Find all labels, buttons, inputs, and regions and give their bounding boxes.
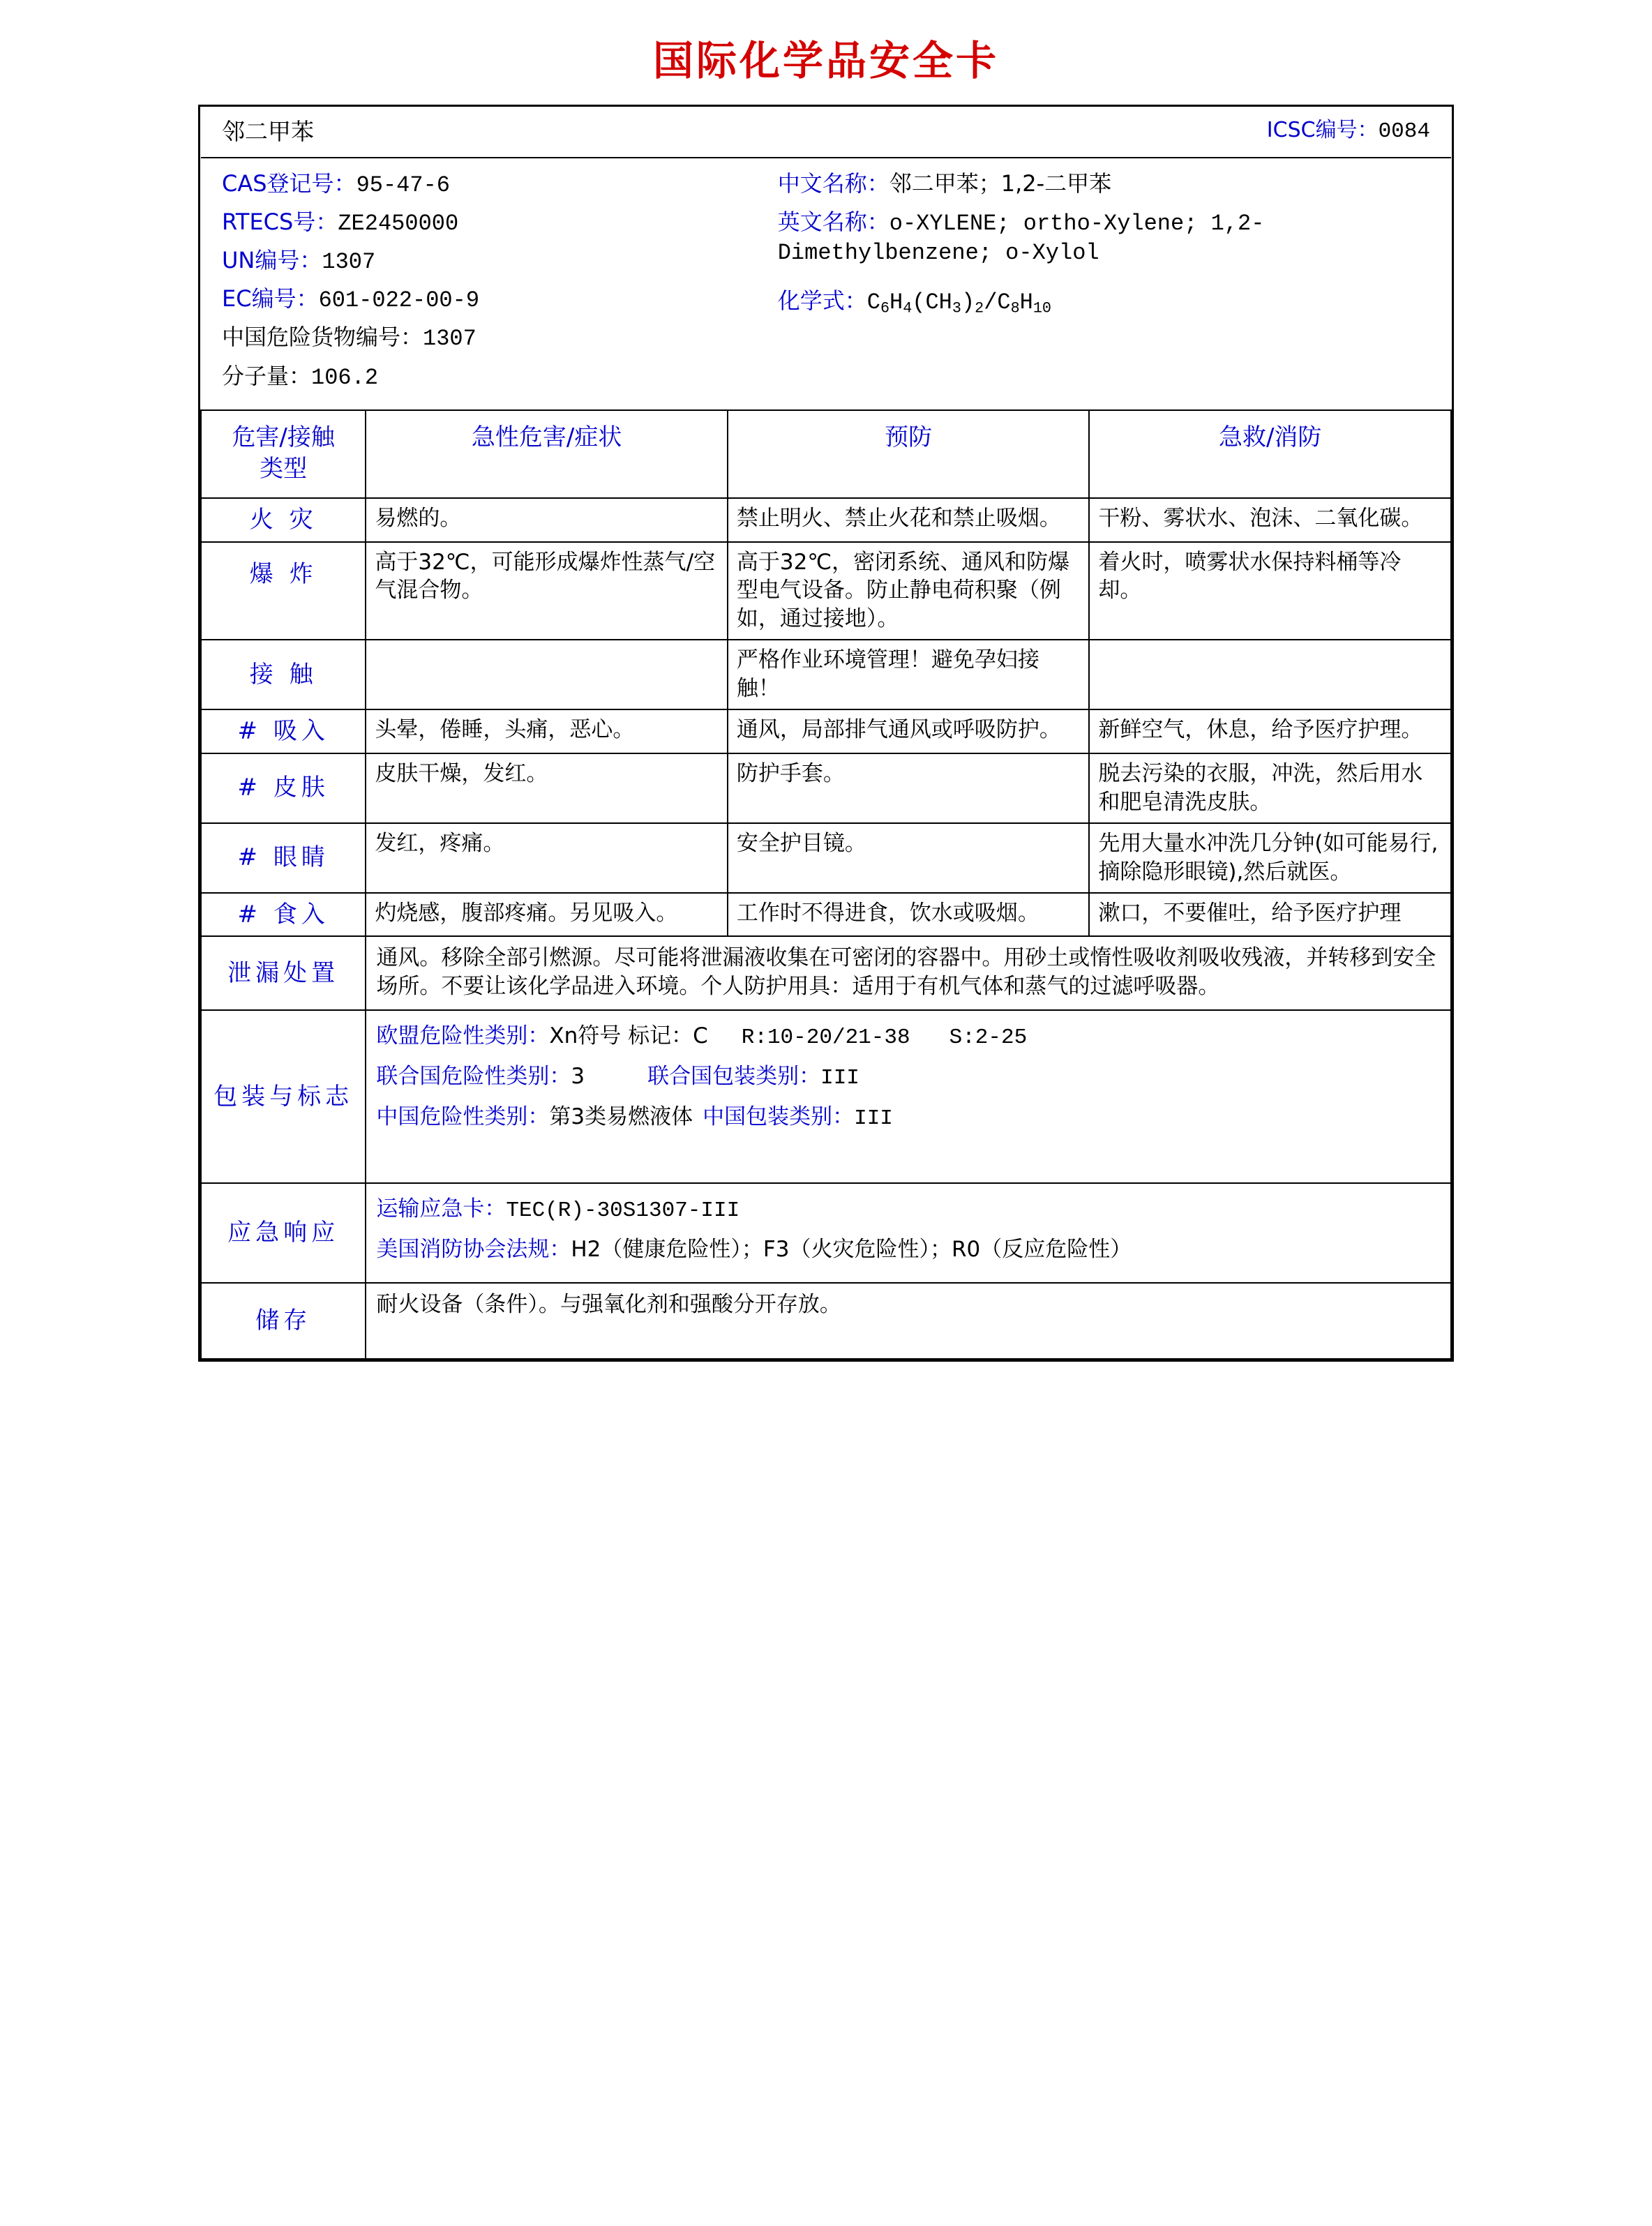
eu-r-phrases: R:10-20/21-38	[741, 1025, 910, 1051]
en-name-line	[778, 207, 1430, 268]
identification-block	[201, 158, 1451, 410]
cn-dangerous-line	[222, 322, 778, 354]
spill-row	[201, 936, 1451, 1010]
cell-acute-explosion: 高于32℃，可能形成爆炸性蒸气/空气混合物。	[366, 542, 728, 640]
icsc-label: ICSC编号：	[1266, 118, 1379, 142]
header-acute: 急性危害/症状	[366, 410, 728, 498]
formula-value: $C_6H_4(CH_3)_2/C_8H_{10}$	[866, 289, 1051, 317]
row-label-emergency: 应急响应	[201, 1183, 366, 1283]
row-label-fire: 火 灾	[201, 498, 366, 542]
ec-label: EC编号：	[222, 285, 319, 313]
eu-s-phrases: S:2-25	[949, 1025, 1028, 1051]
cell-firstaid-skin: 脱去污染的衣服，冲洗，然后用水和肥皂清洗皮肤。	[1089, 753, 1451, 823]
row-label-storage: 储存	[201, 1283, 366, 1359]
icsc-number: 0084	[1378, 119, 1430, 144]
cn-class-label: 中国危险性类别：	[376, 1104, 550, 1130]
cell-acute-ingestion: 灼烧感，腹部疼痛。另见吸入。	[366, 893, 728, 937]
header-prevention: 预防	[728, 410, 1090, 498]
cn-class-value: 第3类易燃液体	[549, 1104, 693, 1130]
rtecs-label: RTECS号：	[222, 208, 338, 235]
rtecs-line	[222, 207, 778, 239]
card-header-row	[201, 107, 1451, 158]
row-label-spill: 泄漏处置	[201, 936, 366, 1010]
formula-line	[778, 286, 1430, 319]
un-class-label: 联合国危险性类别：	[376, 1064, 571, 1090]
cell-acute-inhalation: 头晕，倦睡，头痛，恶心。	[366, 709, 728, 753]
cell-prevention-explosion: 高于32℃，密闭系统、通风和防爆型电气设备。防止静电荷积聚（例如，通过接地）。	[728, 542, 1090, 640]
cell-firstaid-fire: 干粉、雾状水、泡沫、二氧化碳。	[1089, 498, 1451, 542]
substance-name: 邻二甲苯	[201, 107, 728, 158]
mw-label: 分子量：	[222, 362, 312, 389]
cn-dangerous-value: 1307	[423, 326, 476, 352]
table-row	[201, 823, 1451, 893]
cn-name-line	[778, 169, 1430, 200]
cell-prevention-ingestion: 工作时不得进食，饮水或吸烟。	[728, 893, 1090, 937]
header-type	[201, 410, 366, 498]
cas-value: 95-47-6	[356, 172, 450, 198]
formula-label: 化学式：	[777, 287, 867, 315]
table-row	[201, 893, 1451, 937]
mw-value: 106.2	[311, 364, 379, 391]
cell-acute-skin: 皮肤干燥，发红。	[366, 753, 728, 823]
cn-dangerous-label: 中国危险货物编号：	[222, 324, 423, 351]
identification-row	[201, 158, 1451, 410]
cell-firstaid-exposure	[1089, 640, 1451, 709]
mw-line	[222, 361, 778, 393]
identification-left	[222, 165, 778, 400]
cell-prevention-skin: 防护手套。	[728, 753, 1090, 823]
emergency-nfpa-line	[376, 1235, 1441, 1264]
cas-line	[222, 169, 778, 200]
un-pack-label: 联合国包装类别：	[647, 1064, 821, 1090]
cell-storage-text: 耐火设备（条件）。与强氧化剂和强酸分开存放。	[366, 1283, 1451, 1359]
cn-name-label: 中文名称：	[777, 170, 889, 197]
un-line	[222, 246, 778, 277]
cell-acute-exposure	[366, 640, 728, 709]
packaging-line-un	[376, 1062, 1441, 1093]
ec-line	[222, 284, 778, 315]
cell-emergency	[366, 1183, 1451, 1283]
cn-pack-value: III	[854, 1106, 893, 1131]
emergency-transport-line	[376, 1195, 1441, 1226]
cn-pack-label: 中国包装类别：	[703, 1104, 855, 1130]
row-label-skin: # 皮肤	[201, 753, 366, 823]
cell-firstaid-ingestion: 漱口，不要催吐，给予医疗护理	[1089, 893, 1451, 937]
packaging-line-cn	[376, 1103, 1441, 1134]
cell-firstaid-explosion: 着火时，喷雾状水保持料桶等冷却。	[1089, 542, 1451, 640]
nfpa-label: 美国消防协会法规：	[376, 1236, 571, 1262]
cell-prevention-exposure: 严格作业环境管理！避免孕妇接触！	[728, 640, 1090, 709]
cas-label: CAS登记号：	[222, 170, 356, 197]
packaging-line-eu	[376, 1022, 1441, 1053]
eu-class-value: Xn符号 标记：C	[549, 1023, 708, 1049]
un-class-value: 3	[571, 1064, 585, 1090]
packaging-spacer	[376, 1143, 1441, 1174]
ec-value: 601-022-00-9	[318, 287, 480, 314]
cell-firstaid-eyes: 先用大量水冲洗几分钟(如可能易行,摘除隐形眼镜),然后就医。	[1089, 823, 1451, 893]
rtecs-value: ZE2450000	[338, 210, 459, 236]
cell-firstaid-inhalation: 新鲜空气，休息，给予医疗护理。	[1089, 709, 1451, 753]
transport-card-value: TEC(R)-30S1307-III	[506, 1198, 740, 1224]
row-label-eyes: # 眼睛	[201, 823, 366, 893]
row-label-exposure: 接 触	[201, 640, 366, 709]
icsc-number-cell	[728, 107, 1451, 158]
row-label-ingestion: # 食入	[201, 893, 366, 937]
table-row	[201, 542, 1451, 640]
header-type-line2: 类型	[260, 454, 308, 483]
cell-prevention-fire: 禁止明火、禁止火花和禁止吸烟。	[728, 498, 1090, 542]
row-label-packaging: 包装与标志	[201, 1010, 366, 1183]
cell-spill-text: 通风。移除全部引燃源。尽可能将泄漏液收集在可密闭的容器中。用砂土或惰性吸收剂吸收残液，并转移到安全场所。不要让该化学品进入环境。个人防护用具：适用于有机气体和蒸气的过滤呼吸器。	[366, 936, 1451, 1010]
table-row	[201, 709, 1451, 753]
packaging-row	[201, 1010, 1451, 1183]
icsc-table	[200, 107, 1452, 1360]
table-row	[201, 640, 1451, 709]
emergency-row	[201, 1183, 1451, 1283]
cn-name-value: 邻二甲苯；1,2-二甲苯	[889, 170, 1112, 197]
table-row	[201, 498, 1451, 542]
cell-prevention-inhalation: 通风，局部排气通风或呼吸防护。	[728, 709, 1090, 753]
cell-acute-fire: 易燃的。	[366, 498, 728, 542]
page-title: 国际化学品安全卡	[652, 37, 999, 84]
cell-packaging	[366, 1010, 1451, 1183]
nfpa-value: H2（健康危险性）；F3（火灾危险性）；R0（反应危险性）	[571, 1236, 1132, 1262]
column-header-row	[201, 410, 1451, 498]
cell-prevention-eyes: 安全护目镜。	[728, 823, 1090, 893]
table-row	[201, 753, 1451, 823]
en-name-label: 英文名称：	[777, 208, 889, 235]
row-label-explosion: 爆 炸	[201, 542, 366, 640]
identification-right	[778, 165, 1430, 400]
un-pack-value: III	[820, 1066, 859, 1091]
eu-class-label: 欧盟危险性类别：	[376, 1023, 550, 1049]
un-value: 1307	[322, 249, 376, 276]
header-type-line1: 危害/接触	[232, 423, 335, 451]
header-firstaid: 急救/消防	[1089, 410, 1451, 498]
cell-acute-eyes: 发红，疼痛。	[366, 823, 728, 893]
en-name-value: o-XYLENE; ortho-Xylene; 1,2-Dimethylbenzene; o-Xylol	[777, 210, 1265, 266]
storage-row	[201, 1283, 1451, 1359]
transport-card-label: 运输应急卡：	[376, 1196, 506, 1222]
un-label: UN编号：	[222, 247, 322, 274]
row-label-inhalation: # 吸入	[201, 709, 366, 753]
icsc-card	[198, 105, 1454, 1362]
